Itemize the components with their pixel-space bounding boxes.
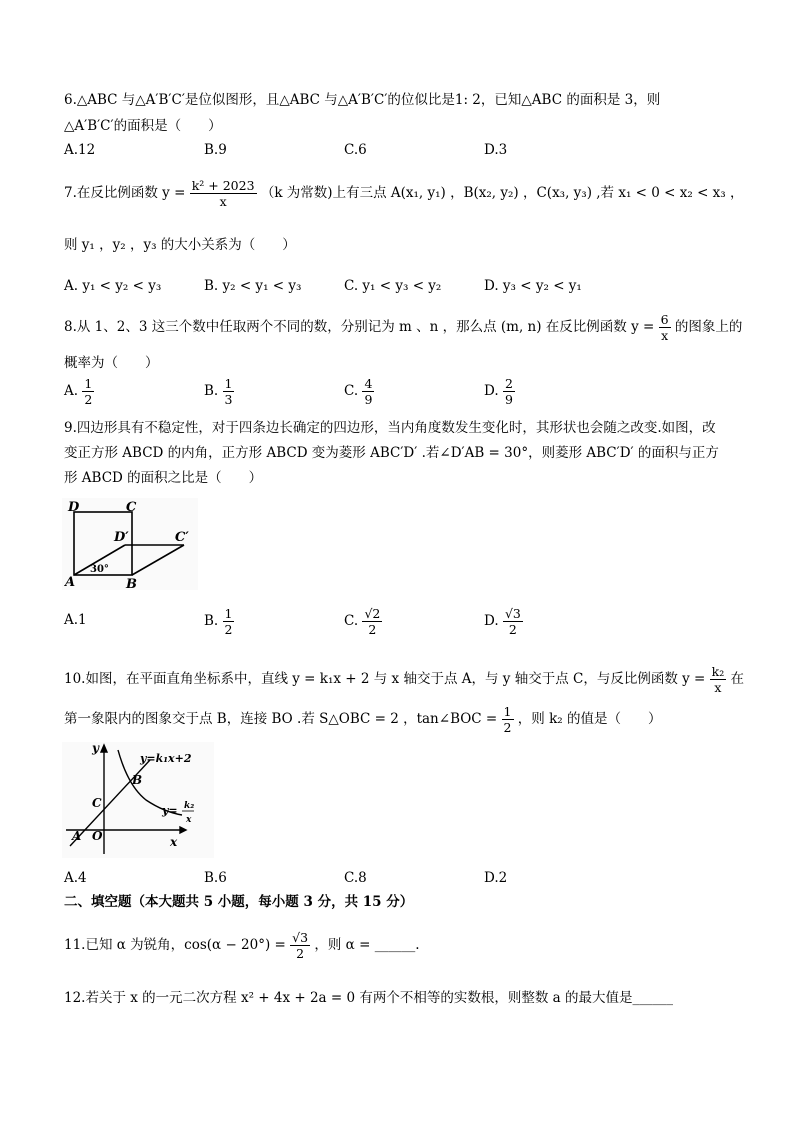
q9-option-c-label: C. xyxy=(344,613,359,629)
q10-suffix: 在 xyxy=(730,671,745,687)
q8-prefix: 8.从 1、2、3 这三个数中任取两个不同的数，分别记为 m 、n ，那么点 (m, n) 在反比例函数 y = xyxy=(64,319,655,335)
curve-equation-den: x xyxy=(186,815,192,825)
q8-option-a xyxy=(64,376,94,407)
q9-line3: 形 ABCD 的面积之比是（ ） xyxy=(64,470,263,486)
q8-fraction xyxy=(659,312,671,343)
q8-option-b-num: 1 xyxy=(224,376,233,391)
line-equation-label: y=k₁x+2 xyxy=(140,752,192,765)
q7-line1 xyxy=(64,178,744,209)
q6-option-c: C.6 xyxy=(344,142,367,158)
q7-line2: 则 y₁ ，y₂ ，y₃ 的大小关系为（ ） xyxy=(64,237,296,253)
q6-option-d: D.3 xyxy=(484,142,508,158)
q9-option-c xyxy=(344,606,382,637)
angle-label: 30° xyxy=(90,564,109,575)
q7-option-a: A. y₁ < y₂ < y₃ xyxy=(64,278,162,294)
q8-line2: 概率为（ ） xyxy=(64,355,159,371)
q9-option-b-num: 1 xyxy=(224,606,233,621)
label-A: A xyxy=(65,575,76,590)
q10-option-c: C.8 xyxy=(344,870,367,886)
q6-option-a: A.12 xyxy=(64,142,96,158)
q10-fraction xyxy=(710,664,727,695)
q8-frac-den: x xyxy=(661,328,669,343)
q8-option-d xyxy=(484,376,515,407)
q6-option-b: B.9 xyxy=(204,142,227,158)
q8-option-d-den: 9 xyxy=(504,392,513,407)
q10-line2-prefix: 第一象限内的图象交于点 B，连接 BO .若 S△OBC = 2 ，tan∠BOC = xyxy=(64,711,498,727)
label-D-prime: D′ xyxy=(114,530,129,545)
q10-frac-den: x xyxy=(714,680,722,695)
axis-y-label: y xyxy=(92,742,99,755)
q7-frac-den: x xyxy=(219,194,227,209)
q11-frac-den: 2 xyxy=(296,946,305,961)
q12-line: 12.若关于 x 的一元二次方程 x² + 4x + 2a = 0 有两个不相等的实数根，则整数 a 的最大值是______ xyxy=(64,990,674,1006)
q8-option-c-label: C. xyxy=(344,383,359,399)
q8-suffix: 的图象上的 xyxy=(674,319,743,335)
q9-option-c-den: 2 xyxy=(368,622,377,637)
q8-option-b-label: B. xyxy=(204,383,219,399)
q8-option-d-label: D. xyxy=(484,383,499,399)
label-C: C xyxy=(126,500,137,515)
q9-line2: 变正方形 ABCD 的内角，正方形 ABCD 变为菱形 ABC′D′ .若∠D′AB = 30°，则菱形 ABC′D′ 的面积与正方 xyxy=(64,445,719,461)
q8-line1 xyxy=(64,312,742,343)
q6-line2: △A′B′C′的面积是（ ） xyxy=(64,118,222,134)
coordinate-figure xyxy=(62,742,214,858)
q9-option-c-num: √2 xyxy=(364,606,381,621)
q8-option-c xyxy=(344,376,374,407)
q9-option-d-label: D. xyxy=(484,613,499,629)
q9-option-b xyxy=(204,606,234,637)
q8-option-a-den: 2 xyxy=(84,392,93,407)
q8-frac-num: 6 xyxy=(660,312,669,327)
label-C-prime: C′ xyxy=(175,530,189,545)
q11-prefix: 11.已知 α 为锐角，cos(α − 20°) = xyxy=(64,937,286,953)
q11-frac-num: √3 xyxy=(292,930,309,945)
q6-line1: 6.△ABC 与△A′B′C′是位似图形，且△ABC 与△A′B′C′的位似比是1: 2，已知△ABC 的面积是 3，则 xyxy=(64,92,661,108)
curve-equation-num: k₂ xyxy=(184,801,195,811)
q10-line2-num: 1 xyxy=(503,704,512,719)
q10-line2 xyxy=(64,704,661,735)
q7-fraction xyxy=(190,178,257,209)
q10-option-b: B.6 xyxy=(204,870,227,886)
q10-prefix: 10.如图，在平面直角坐标系中，直线 y = k₁x + 2 与 x 轴交于点 A，与 y 轴交于点 C，与反比例函数 y = xyxy=(64,671,706,687)
q7-option-d: D. y₃ < y₂ < y₁ xyxy=(484,278,582,294)
point-A-label: A xyxy=(72,829,82,843)
q8-option-b-den: 3 xyxy=(224,392,233,407)
q9-option-d-den: 2 xyxy=(508,622,517,637)
q9-option-b-den: 2 xyxy=(224,622,233,637)
q8-option-b xyxy=(204,376,234,407)
q10-option-d: D.2 xyxy=(484,870,508,886)
point-B-label: B xyxy=(132,773,143,787)
q7-option-b: B. y₂ < y₁ < y₃ xyxy=(204,278,302,294)
label-B: B xyxy=(126,577,137,590)
q9-line1: 9.四边形具有不稳定性，对于四条边长确定的四边形，当内角度数发生变化时，其形状也会随之改变.如图，改 xyxy=(64,420,716,436)
q7-prefix: 7.在反比例函数 y = xyxy=(64,185,186,201)
q8-option-a-label: A. xyxy=(64,383,79,399)
q11-suffix: ，则 α = ______. xyxy=(314,937,420,953)
q7-option-c: C. y₁ < y₃ < y₂ xyxy=(344,278,442,294)
q10-line1 xyxy=(64,664,744,695)
q9-option-d xyxy=(484,606,523,637)
q10-option-a: A.4 xyxy=(64,870,87,886)
section-heading: 二、填空题（本大题共 5 小题，每小题 3 分，共 15 分） xyxy=(64,894,414,910)
q9-option-d-num: √3 xyxy=(504,606,521,621)
q11-line xyxy=(64,930,419,961)
q8-option-d-num: 2 xyxy=(504,376,513,391)
q7-frac-num: k² + 2023 xyxy=(191,178,255,193)
curve-equation-lhs: y= xyxy=(162,804,178,817)
rhombus-figure xyxy=(62,498,198,590)
q7-suffix: （k 为常数)上有三点 A(x₁, y₁) ，B(x₂, y₂) ，C(x₃, y₃) ,若 x₁ < 0 < x₂ < x₃ ， xyxy=(260,185,744,201)
point-C-label: C xyxy=(92,796,102,810)
q8-option-c-num: 4 xyxy=(364,376,373,391)
q9-option-b-label: B. xyxy=(204,613,219,629)
q8-option-a-num: 1 xyxy=(84,376,93,391)
q10-line2-suffix: ，则 k₂ 的值是（ ） xyxy=(517,711,662,727)
label-D: D xyxy=(68,500,80,515)
axis-x-label: x xyxy=(170,835,178,849)
q8-option-c-den: 9 xyxy=(364,392,373,407)
origin-label: O xyxy=(92,829,103,843)
q10-frac-num: k₂ xyxy=(711,664,725,679)
q10-line2-den: 2 xyxy=(503,720,512,735)
q9-option-a: A.1 xyxy=(64,612,87,628)
